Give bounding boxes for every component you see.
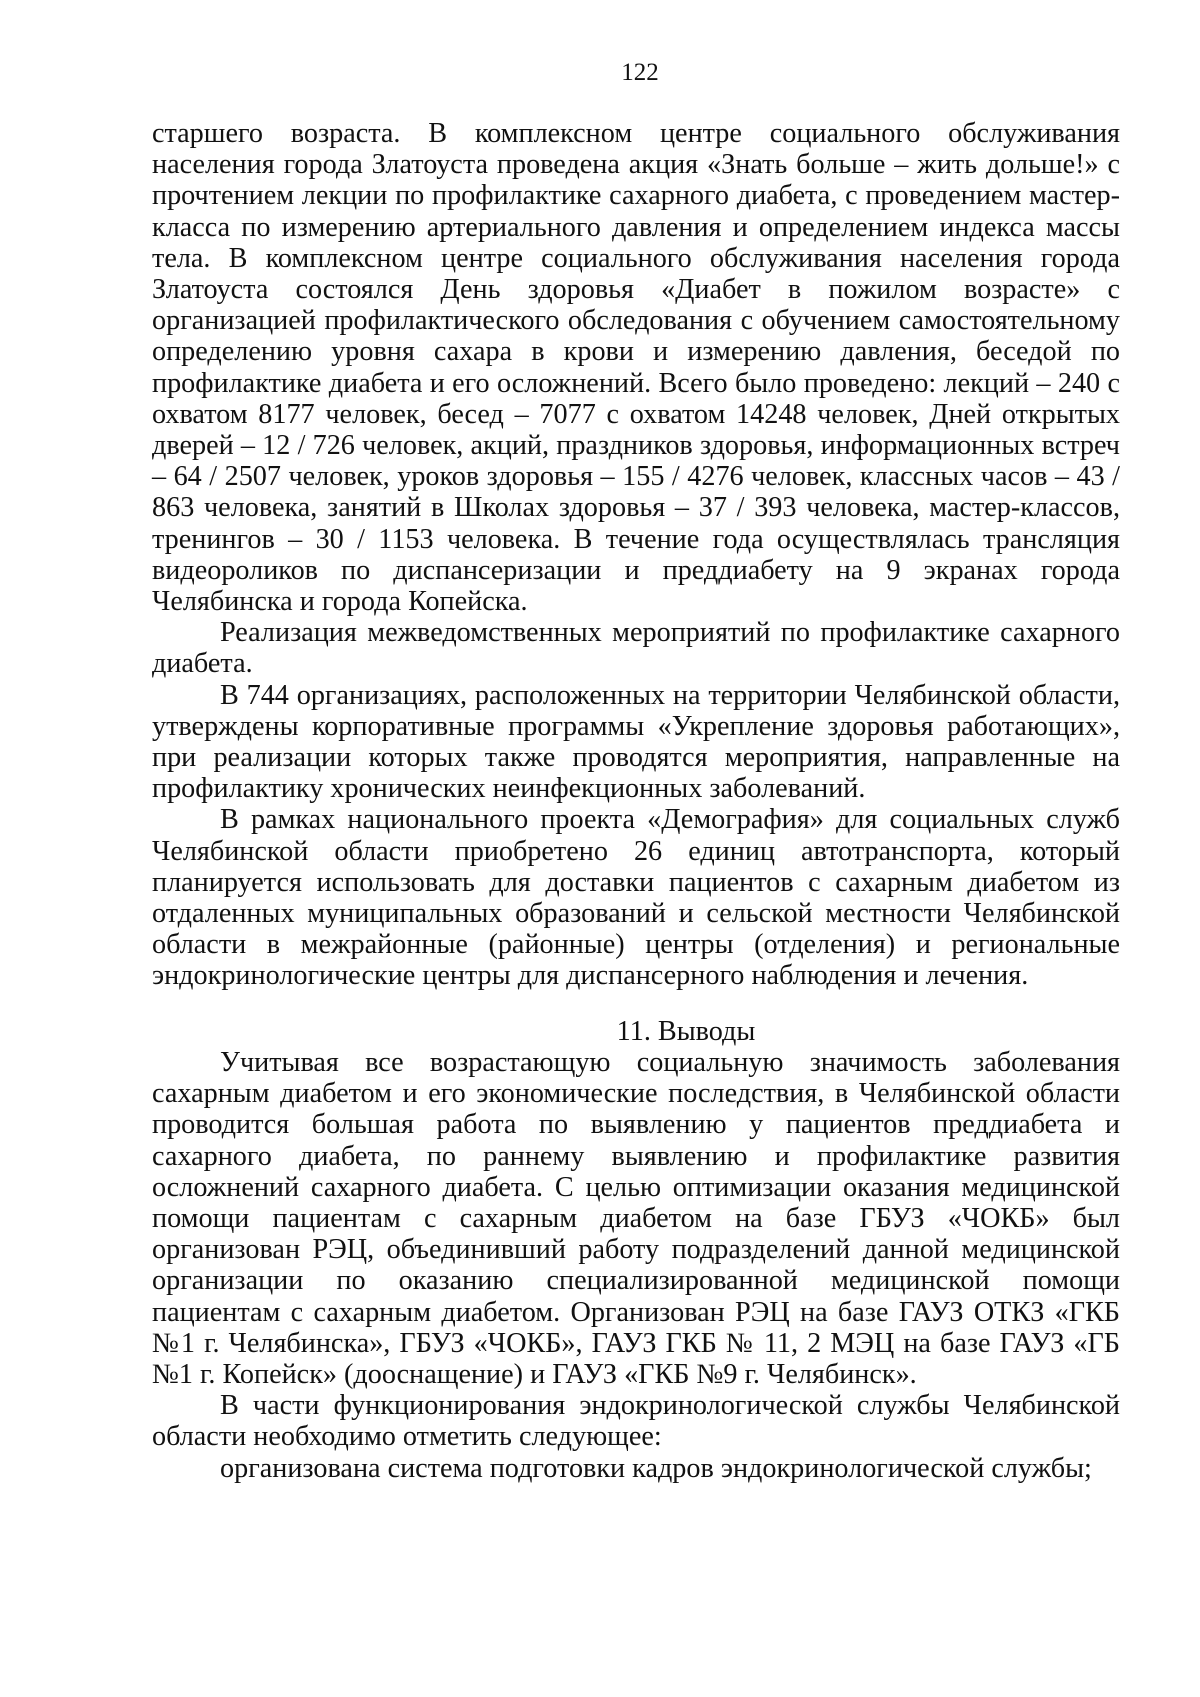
document-body [152,118,1120,1484]
section-heading-conclusions: 11. Выводы [616,1015,756,1047]
page-number: 122 [621,59,659,86]
paragraph-conclusions-main: Учитывая все возрастающую социальную значимость заболевания сахарным диабетом и его экономические последствия, в Челябинской области проводится большая работа по выявлению у пациентов преддиабета и сахарного диабета, по раннему выявлению и профилактике развития осложнений сахарного диабета. С целью оптимизации оказания медицинской помощи пациентам с сахарным диабетом на базе ГБУЗ «ЧОКБ» был организован РЭЦ, объединивший работу подразделений данной медицинской организации по оказанию специализированной медицинской помощи пациентам с сахарным диабетом. Организован РЭЦ на базе ГАУЗ ОТКЗ «ГКБ №1 г. Челябинска», ГБУЗ «ЧОКБ», ГАУЗ ГКБ № 11, 2 МЭЦ на базе ГАУЗ «ГБ №1 г. Копейск» (дооснащение) и ГАУЗ «ГКБ №9 г. Челябинск». [152,1046,1120,1390]
paragraph-endocrinology-service: В части функционирования эндокринологической службы Челябинской области необходимо отметить следующее: [152,1390,1120,1453]
paragraph-interagency-measures: Реализация межведомственных мероприятий по профилактике сахарного диабета. [152,617,1120,680]
paragraph-demography-project: В рамках национального проекта «Демография» для социальных служб Челябинской области приобретено 26 единиц автотранспорта, который планируется использовать для доставки пациентов с сахарным диабетом из отдаленных муниципальных образований и сельской местности Челябинской области в межрайонные (районные) центры (отделения) и региональные эндокринологические центры для диспансерного наблюдения и лечения. [152,804,1120,992]
paragraph-corporate-programs: В 744 организациях, расположенных на территории Челябинской области, утверждены корпоративные программы «Укрепление здоровья работающих», при реализации которых также проводятся мероприятия, направленные на профилактику хронических неинфекционных заболеваний. [152,679,1120,805]
list-item-staff-training: организована система подготовки кадров эндокринологической службы; [220,1452,1092,1484]
paragraph-activities-summary: старшего возраста. В комплексном центре социального обслуживания населения города Златоуста проведена акция «Знать больше – жить дольше!» с прочтением лекции по профилактике сахарного диабета, с проведением мастер-класса по измерению артериального давления и определением индекса массы тела. В комплексном центре социального обслуживания населения города Златоуста состоялся День здоровья «Диабет в пожилом возрасте» с организацией профилактического обследования с обучением самостоятельному определению уровня сахара в крови и измерению давления, беседой по профилактике диабета и его осложнений. Всего было проведено: лекций – 240 с охватом 8177 человек, бесед – 7077 с охватом 14248 человек, Дней открытых дверей – 12 / 726 человек, акций, праздников здоровья, информационных встреч – 64 / 2507 человек, уроков здоровья – 155 / 4276 человек, классных часов – 43 / 863 человека, занятий в Школах здоровья – 37 / 393 человека, мастер-классов, тренингов – 30 / 1153 человека. В течение года осуществлялась трансляция видеороликов по диспансеризации и преддиабету на 9 экранах города Челябинска и города Копейска. [152,118,1120,618]
